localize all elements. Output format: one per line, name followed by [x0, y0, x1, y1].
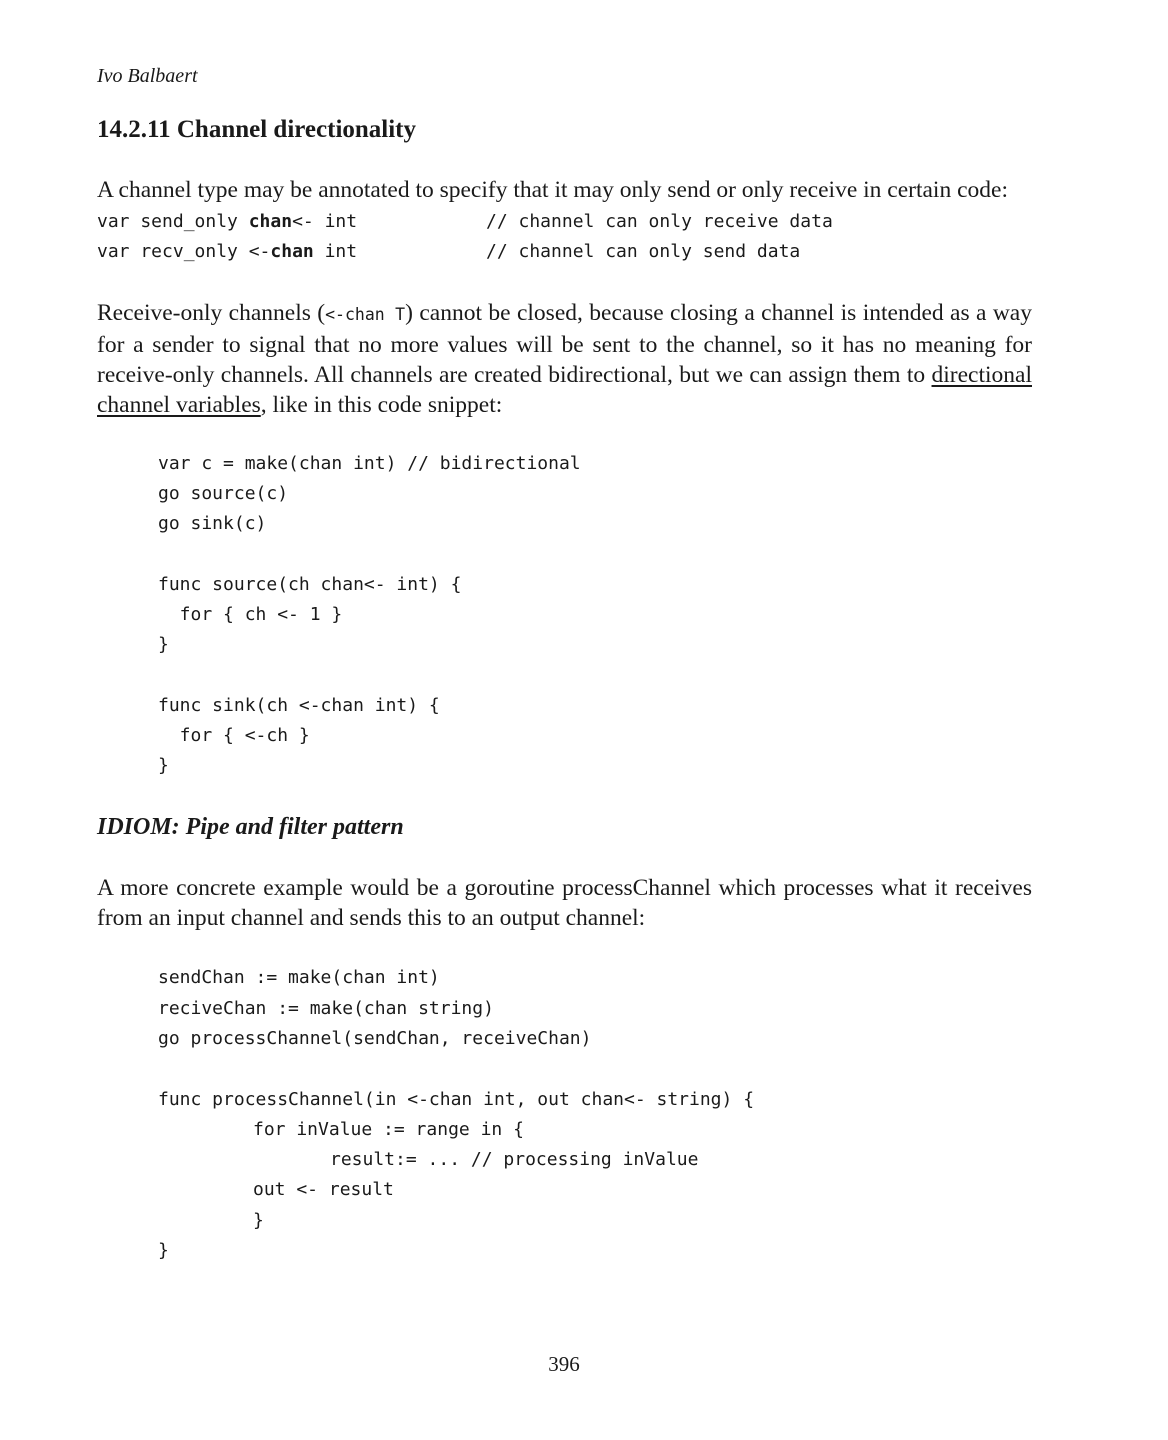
receive-only-paragraph	[97, 298, 1032, 420]
send-only-comment: // channel can only receive data	[486, 211, 833, 232]
paragraph-text: ) cannot be closed, because closing a channel is intended as a way for a sender to signal that no more values will be sent to the channel, so it has no meaning for receive-only channels. All channels are created bidirectional, but we can assign them to	[97, 300, 1032, 388]
code-line: }	[158, 1240, 169, 1261]
code-line: result:= ... // processing inValue	[330, 1149, 699, 1170]
intro-paragraph: A channel type may be annotated to specify that it may only send or only receive in certain code:	[97, 177, 1008, 203]
code-line: go sink(c)	[158, 513, 267, 534]
code-line: for { ch <- 1 }	[158, 604, 343, 625]
decl-keyword: chan	[270, 241, 314, 262]
directional-channel-variables-link[interactable]: directional channel variables	[97, 362, 1032, 418]
code-line: }	[158, 634, 169, 655]
decl-suffix: <- int	[292, 211, 358, 232]
code-line: reciveChan := make(chan string)	[158, 998, 494, 1019]
section-heading: 14.2.11 Channel directionality	[97, 116, 417, 143]
code-line: func sink(ch <-chan int) {	[158, 695, 440, 716]
code-line: func processChannel(in <-chan int, out chan<- string) {	[158, 1089, 755, 1110]
code-line: for { <-ch }	[158, 725, 310, 746]
running-header-author: Ivo Balbaert	[97, 65, 198, 87]
code-line: sendChan := make(chan int)	[158, 967, 440, 988]
recv-only-comment: // channel can only send data	[486, 241, 801, 262]
paragraph-text: Receive-only channels (	[97, 300, 326, 326]
inline-code: <-chan T	[325, 305, 406, 324]
pipe-filter-paragraph: A more concrete example would be a goroutine processChannel which processes what it receives from an input channel and sends this to an output channel:	[97, 875, 1032, 931]
decl-keyword: chan	[248, 211, 293, 232]
send-only-declaration	[97, 207, 357, 237]
recv-only-declaration	[97, 237, 357, 267]
idiom-heading: IDIOM: Pipe and filter pattern	[97, 814, 404, 840]
decl-prefix: var send_only	[97, 211, 249, 232]
code-line: for inValue := range in {	[253, 1119, 524, 1140]
code-line: go processChannel(sendChan, receiveChan)	[158, 1028, 592, 1049]
decl-suffix: int	[313, 241, 358, 262]
page-number: 396	[548, 1352, 580, 1376]
paragraph-text: , like in this code snippet:	[260, 392, 503, 418]
code-line: out <- result	[253, 1179, 394, 1200]
code-line: }	[158, 755, 169, 776]
decl-prefix: var recv_only <-	[97, 241, 271, 262]
code-line: go source(c)	[158, 483, 289, 504]
code-line: func source(ch chan<- int) {	[158, 574, 462, 595]
code-line: var c = make(chan int) // bidirectional	[158, 453, 581, 474]
code-line: }	[253, 1210, 264, 1231]
